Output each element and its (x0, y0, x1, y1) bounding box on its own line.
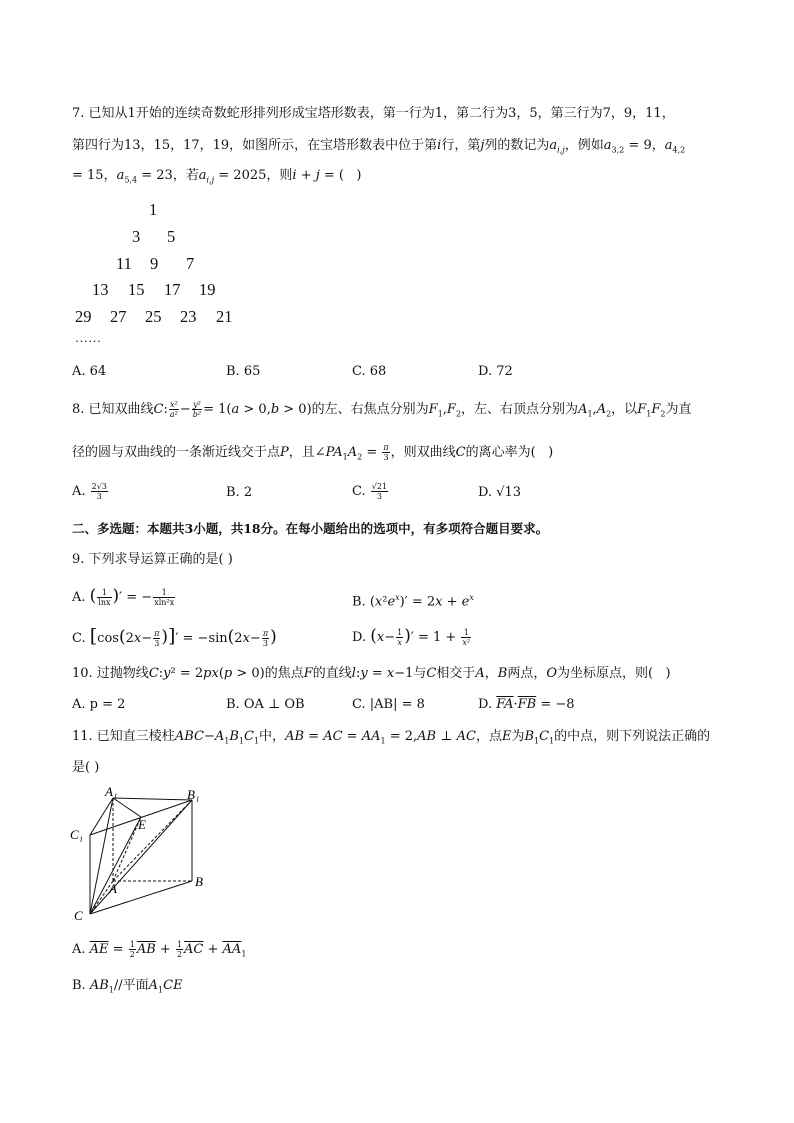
q11-line1: 11. 已知直三棱柱$ABC-A_1B_1C_1$中，AB = AC = $AA_1 = 2,AB$ ⊥ AC，点E为$B_1C_1$的中点，则下列说法正确的 (72, 729, 711, 746)
pyramid-cell: 15 (128, 280, 145, 299)
label-b: B (195, 874, 203, 889)
q7-line2: 第四行为13，15，17，19，如图所示，在宝塔形数表中位于第i行，第j列的数记为$a_{i,j}$，例如$a_{3,2} = 9$，$a_{4,2}$ (72, 138, 686, 155)
q8-option-b[interactable]: B. 2 (226, 485, 253, 500)
section-2-header: 二、多选题：本题共3小题，共18分。在每小题给出的选项中，有多项符合题目要求。 (72, 521, 549, 536)
q8-option-a[interactable]: A. $\frac{2√3}{3}$ (72, 482, 107, 501)
pyramid-cell: 27 (110, 307, 127, 326)
pyramid-cell: 11 (116, 254, 132, 273)
pyramid-cell: 29 (75, 307, 92, 326)
q11-option-b[interactable]: B. $AB_1//$平面$A_1CE$ (72, 978, 183, 995)
q7-option-c[interactable]: C. 68 (352, 364, 387, 379)
pyramid-cell: 21 (216, 307, 233, 326)
pyramid-cell: 5 (167, 227, 176, 246)
q10-option-a[interactable]: A. p = 2 (72, 697, 126, 712)
q10-option-b[interactable]: B. OA ⊥ OB (226, 697, 305, 712)
label-c: C (74, 908, 83, 923)
label-b1: B₁ (187, 787, 200, 802)
q9-stem: 9. 下列求导运算正确的是( ) (72, 552, 233, 567)
pyramid-ellipsis: …… (75, 330, 101, 345)
q11-option-a[interactable]: A. $\overline{AE}$ = $\frac{1}{2}$ $\overline{AB}$ + $\frac{1}{2}$ $\overline{AC} + \overline{AA}_1$ (72, 940, 247, 959)
q11-line2: 是( ) (72, 760, 100, 775)
q8-option-c[interactable]: C. $\frac{√21}{3}$ (352, 482, 388, 501)
q10-stem: 10. 过抛物线C:y² = 2px(p > 0)的焦点F的直线l:y = x−1与C相交于A，B两点，O为坐标原点，则( ) (72, 666, 671, 681)
pyramid-cell: 25 (145, 307, 162, 326)
pyramid-cell: 23 (180, 307, 197, 326)
label-a: A (109, 881, 117, 896)
q10-option-d[interactable]: D. $\overline{FA}\cdot\overline{FB} = -8$ (478, 697, 575, 712)
pyramid-cell: 9 (150, 254, 159, 273)
label-c1: C₁ (70, 827, 84, 842)
q8-line1: 8. 已知双曲线C: $\frac{\text{x²}}{\text{a²}}$ − $\frac{\text{y²}}{\text{b²}}$ = 1(a > 0,b > 0)的左、右焦点分别为$F_1,F_2$，左、右顶点分别为$A_1,A_2$，以$F_1F_2$为直 (72, 400, 692, 419)
q7-line1: 7. 已知从1开始的连续奇数蛇形排列形成宝塔形数表，第一行为1，第二行为3，5，第三行为7，9，11， (72, 106, 675, 121)
label-a1: A₁ (105, 784, 118, 799)
pyramid-cell: 17 (164, 280, 181, 299)
q8-line2: 径的圆与双曲线的一条渐近线交于点P，且$\angle PA_1A_2$ = $\frac{\pi}{3}$ ，则双曲线C的离心率为( ) (72, 443, 554, 462)
pyramid-cell: 3 (132, 227, 141, 246)
q7-line3: = 15，$a_{5,4} = 23$，若$a_{i,j} = 2025$，则i + j = ( ) (72, 168, 362, 185)
label-e: E (138, 817, 146, 832)
q7-option-d[interactable]: D. 72 (478, 364, 513, 379)
prism-figure (66, 784, 216, 924)
q8-option-d[interactable]: D. √13 (478, 485, 522, 500)
pyramid-cell: 13 (92, 280, 109, 299)
pyramid-cell: 7 (186, 254, 195, 273)
pyramid-cell: 19 (199, 280, 216, 299)
q7-option-b[interactable]: B. 65 (226, 364, 261, 379)
q9-option-b[interactable]: B. $(x^2e^x)' = 2x + e^x$ (352, 593, 474, 610)
q10-option-c[interactable]: C. |AB| = 8 (352, 697, 425, 712)
q9-option-d[interactable]: D. (x− $\frac{1}{x}$ )′ = 1 + $\frac{1}{\text{x²}}$ (352, 626, 471, 647)
q7-option-a[interactable]: A. 64 (72, 364, 107, 379)
q9-option-c[interactable]: C. [cos(2x− $\frac{\pi}{3}$ )]′ = −sin(2x− $\frac{\pi}{3}$ ) (72, 625, 277, 648)
q9-option-a[interactable]: A. ( $\frac{1}{\ln x}$ )′ = − $\frac{1}{\text{xln²x}}$ (72, 586, 175, 607)
pyramid-cell: 1 (149, 200, 158, 219)
